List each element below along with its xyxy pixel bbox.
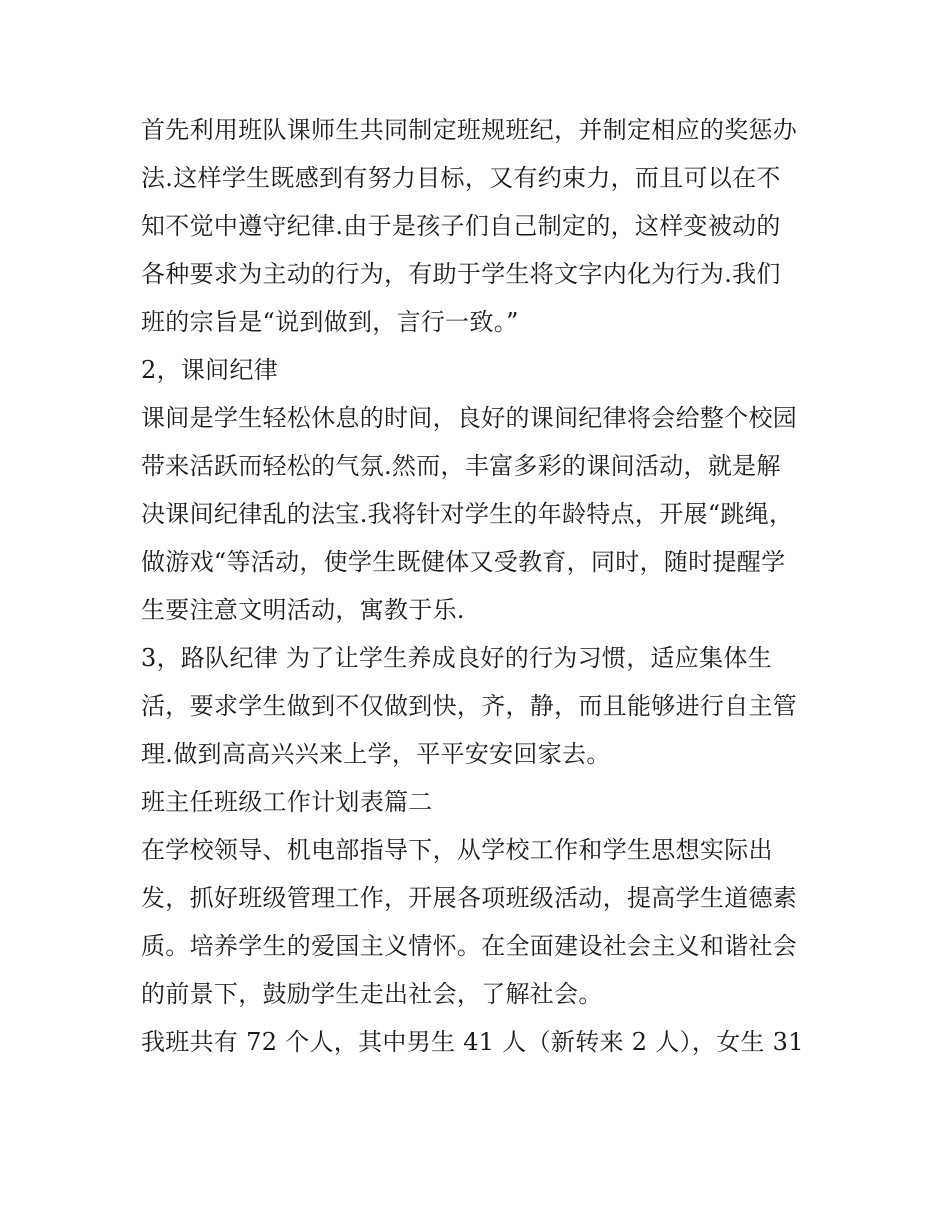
text-line: 的前景下，鼓励学生走出社会，了解社会。	[141, 980, 603, 1008]
text-line: 理.做到高高兴兴来上学，平平安安回家去。	[141, 740, 611, 768]
text-line: 班的宗旨是“说到做到，言行一致。”	[141, 308, 519, 336]
text-line: 法.这样学生既感到有努力目标，又有约束力，而且可以在不	[141, 164, 781, 192]
text-line: 各种要求为主动的行为，有助于学生将文字内化为行为.我们	[141, 260, 781, 288]
text-line: 带来活跃而轻松的气氛.然而，丰富多彩的课间活动，就是解	[141, 452, 781, 480]
text-line: 生要注意文明活动，寓教于乐.	[141, 596, 465, 624]
paragraph-guiding-ideas	[141, 826, 821, 1018]
heading-break-discipline	[141, 346, 821, 394]
text-line: 知不觉中遵守纪律.由于是孩子们自己制定的，这样变被动的	[141, 212, 781, 240]
text-line: 课间是学生轻松休息的时间，良好的课间纪律将会给整个校园	[141, 404, 798, 432]
text-line: 首先利用班队课师生共同制定班规班纪，并制定相应的奖惩办	[141, 116, 798, 144]
paragraph-break-discipline	[141, 394, 821, 634]
text-line: 在学校领导、机电部指导下，从学校工作和学生思想实际出	[141, 836, 773, 864]
paragraph-class-overview	[141, 1018, 821, 1066]
text-line: 我班共有 72 个人，其中男生 41 人（新转来 2 人），女生 31	[141, 1028, 804, 1056]
paragraph-class-rules	[141, 106, 821, 346]
document-body	[141, 106, 821, 1066]
section-heading: 班主任班级工作计划表篇二	[141, 788, 433, 816]
section-heading: 2，课间纪律	[141, 356, 279, 384]
text-line: 质。培养学生的爱国主义情怀。在全面建设社会主义和谐社会	[141, 932, 798, 960]
text-line: 发，抓好班级管理工作，开展各项班级活动，提高学生道德素	[141, 884, 798, 912]
text-line: 决课间纪律乱的法宝.我将针对学生的年龄特点，开展“跳绳，	[141, 500, 794, 528]
text-line: 3，路队纪律 为了让学生养成良好的行为习惯，适应集体生	[141, 644, 772, 672]
heading-plan-part-two	[141, 778, 821, 826]
paragraph-queue-discipline	[141, 634, 821, 778]
text-line: 活，要求学生做到不仅做到快，齐，静，而且能够进行自主管	[141, 692, 798, 720]
text-line: 做游戏“等活动，使学生既健体又受教育，同时，随时提醒学	[141, 548, 786, 576]
